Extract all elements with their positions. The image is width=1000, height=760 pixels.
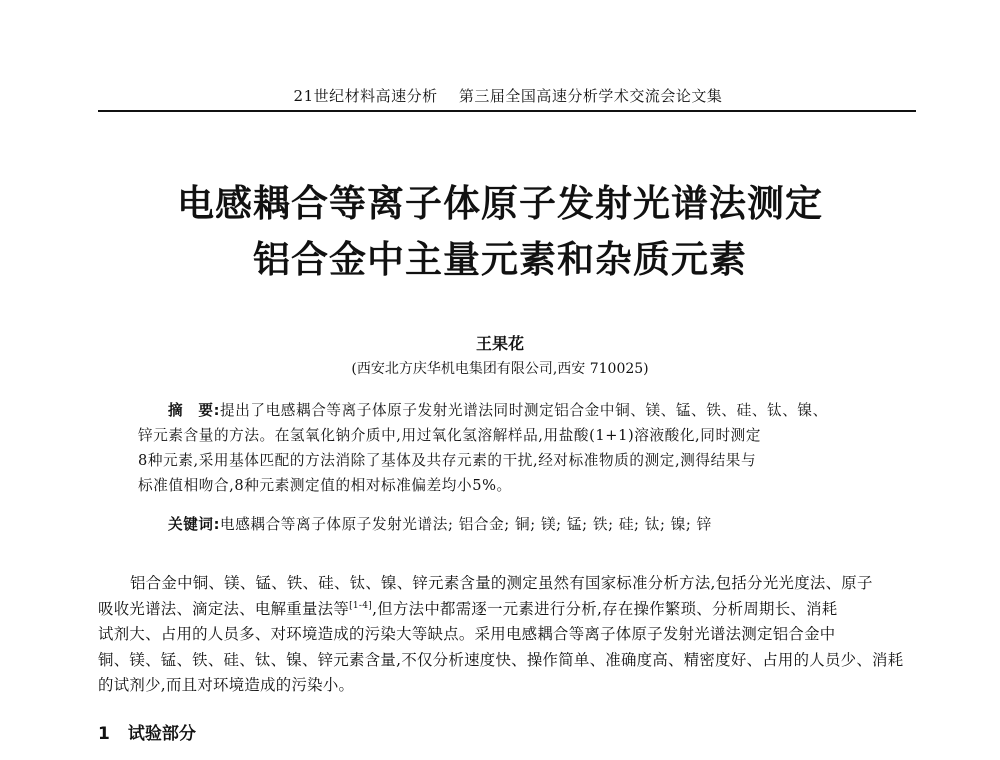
header-rule — [98, 110, 916, 112]
section-heading — [98, 722, 196, 746]
paper-title-line-1: 电感耦合等离子体原子发射光谱法测定 — [177, 182, 823, 225]
abstract-line: 锌元素含量的方法。在氢氧化钠介质中,用过氧化氢溶解样品,用盐酸(1+1)溶液酸化,同时测定 — [138, 427, 762, 444]
paper-title-line-2: 铝合金中主量元素和杂质元素 — [253, 238, 747, 281]
body-line — [98, 597, 920, 623]
abstract — [138, 398, 886, 498]
body-paragraph — [98, 571, 920, 699]
abstract-line: 8种元素,采用基体匹配的方法消除了基体及共存元素的干扰,经对标准物质的测定,测得结果与 — [138, 452, 757, 469]
body-line: 的试剂少,而且对环境造成的污染小。 — [98, 676, 355, 694]
abstract-label: 摘 要: — [168, 402, 221, 419]
running-header-series: 21世纪材料高速分析 — [293, 87, 438, 105]
body-line-text: 吸收光谱法、滴定法、电解重量法等 — [98, 599, 350, 618]
section-number: 1 — [98, 724, 110, 744]
author-name: 王果花 — [475, 334, 524, 353]
author-affiliation: (西安北方庆华机电集团有限公司,西安 710025) — [351, 361, 649, 377]
section-title: 试验部分 — [127, 724, 196, 744]
body-line: 铜、镁、锰、铁、硅、钛、镍、锌元素含量,不仅分析速度快、操作简单、准确度高、精密度好、占用的人员少、消耗 — [98, 650, 904, 669]
body-line-text: ,但方法中都需逐一元素进行分析,存在操作繁琐、分析周期长、消耗 — [372, 599, 838, 618]
abstract-text: 提出了电感耦合等离子体原子发射光谱法同时测定铝合金中铜、镁、锰、铁、硅、钛、镍、 — [220, 402, 828, 419]
running-header — [100, 86, 916, 106]
body-line: 试剂大、占用的人员多、对环境造成的污染大等缺点。采用电感耦合等离子体原子发射光谱法测定铝合金中 — [98, 625, 836, 643]
abstract-line — [138, 398, 886, 423]
running-header-proceedings: 第三届全国高速分析学术交流会论文集 — [458, 87, 723, 105]
paper-title — [60, 176, 940, 288]
keywords-text: 电感耦合等离子体原子发射光谱法; 铝合金; 铜; 镁; 锰; 铁; 硅; 钛; 镍; 锌 — [220, 516, 712, 533]
body-line: 铝合金中铜、镁、锰、铁、硅、钛、镍、锌元素含量的测定虽然有国家标准分析方法,包括分光光度法、原子 — [130, 574, 873, 592]
keywords-label: 关键词: — [168, 516, 221, 533]
citation-reference: [1-4] — [349, 600, 373, 611]
abstract-line: 标准值相吻合,8种元素测定值的相对标准偏差均小5%。 — [138, 477, 512, 494]
keywords — [168, 514, 888, 536]
